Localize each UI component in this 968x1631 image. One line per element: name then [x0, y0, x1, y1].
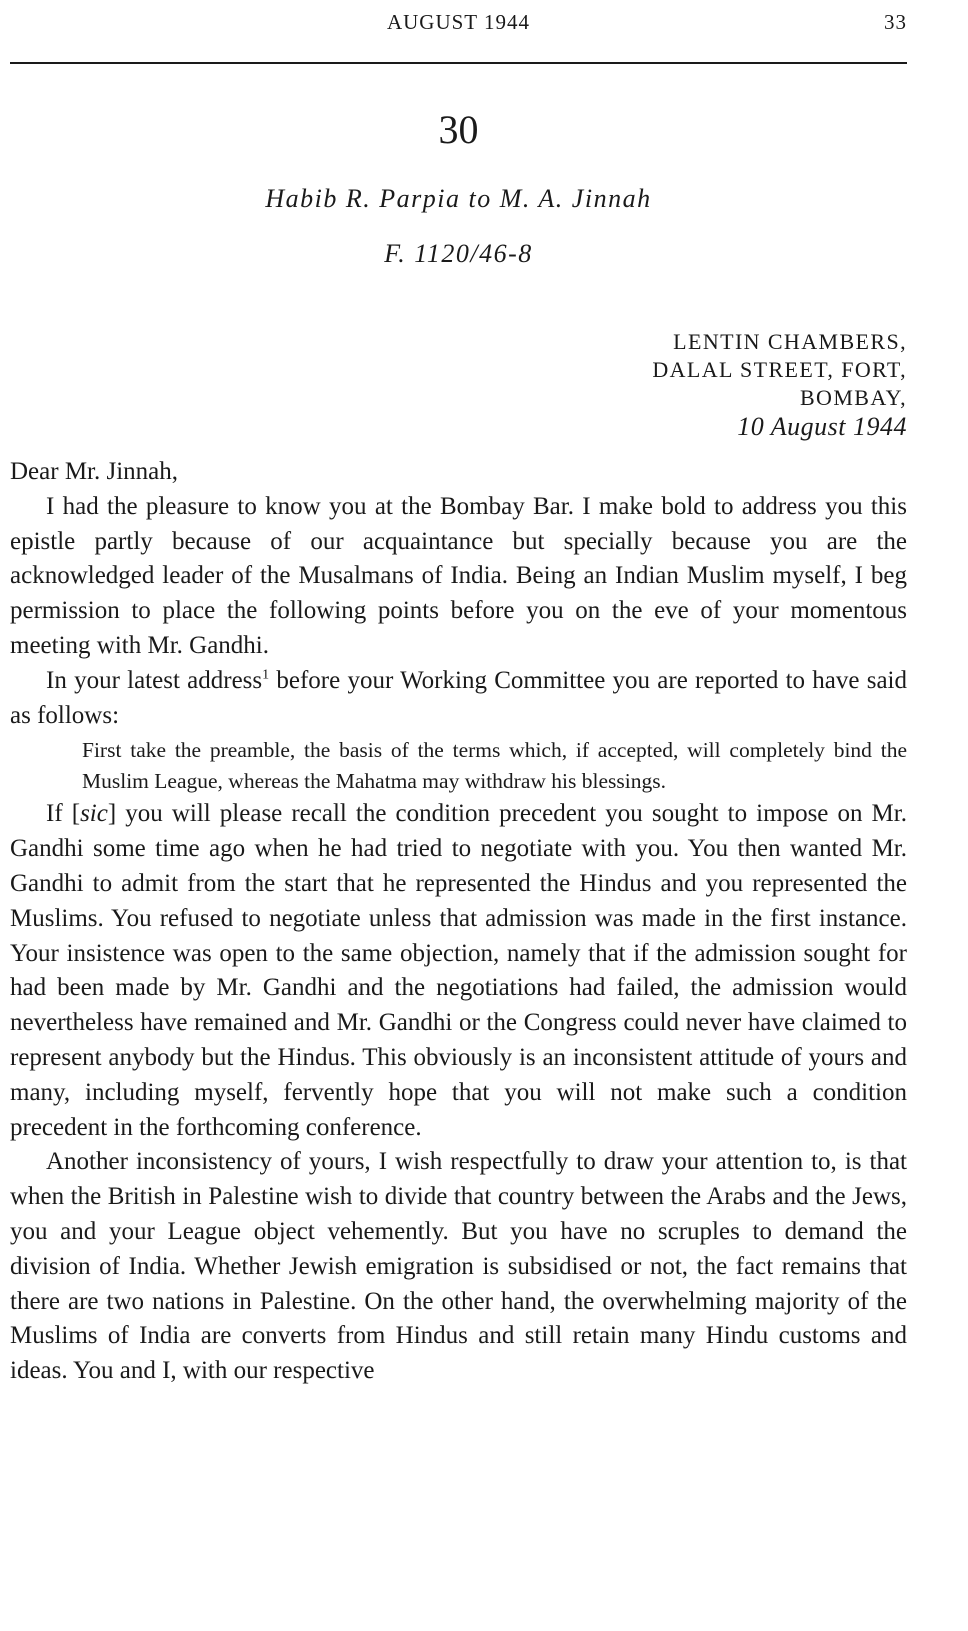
page-number: 33 — [884, 10, 907, 34]
paragraph — [10, 664, 907, 734]
paragraph-text: before your Working Committee you are reported to have said as follows: — [10, 666, 907, 729]
letter-date: 10 August 1944 — [737, 412, 907, 441]
salutation: Dear Mr. Jinnah, — [10, 458, 179, 485]
paragraph-text: ] you will please recall the condition precedent you sought to impose on Mr. Gandhi some time ago when he had tried to negotiate with you. You then wanted Mr. Gandhi to admit from the start that he represented the Hindus and you represented the Muslims. You refused to negotiate unless that admission was made in the first instance. Your insistence was open to the same objection, namely that if the admission sought for had been made by Mr. Gandhi and the negotiations had failed, the admission would nevertheless have remained and Mr. Gandhi or the Congress could never have claimed to represent anybody but the Hindus. This obviously is an inconsistent attitude of yours and many, including myself, fervently hope that you will not make such a condition precedent in the forthcoming conference. — [10, 800, 907, 1141]
footnote-marker: 1 — [262, 667, 270, 683]
header-rule — [10, 62, 907, 64]
address-line: DALAL STREET, FORT, — [652, 357, 907, 382]
letter-body — [10, 455, 907, 1389]
document-number: 30 — [438, 107, 479, 152]
paragraph — [10, 797, 907, 1145]
block-quote: First take the preamble, the basis of the terms which, if accepted, will completely bind the Muslim League, whereas the Mahatma may withdraw his blessings. — [82, 738, 907, 794]
running-head-title: AUGUST 1944 — [386, 10, 531, 34]
paragraph-text: In your latest address — [46, 666, 263, 694]
document-heading: Habib R. Parpia to M. A. Jinnah — [265, 184, 652, 213]
paragraph: I had the pleasure to know you at the Bombay Bar. I make bold to address you this epistle partly because of our acquaintance but specially because you are the acknowledged leader of the Musalmans of India. Being an Indian Muslim myself, I beg permission to place the following points before you on the eve of your momentous meeting with Mr. Gandhi. — [10, 492, 907, 659]
paragraph: Another inconsistency of yours, I wish respectfully to draw your attention to, is that when the British in Palestine wish to divide that country between the Arabs and the Jews, you and your League object vehemently. But you have no scruples to demand the division of India. Whether Jewish emigration is subsidised or not, the fact remains that there are two nations in Palestine. On the other hand, the overwhelming majority of the Muslims of India are converts from Hindus and still retain many Hindu customs and ideas. You and I, with our respective — [10, 1148, 907, 1385]
document-reference: F. 1120/46-8 — [384, 239, 533, 268]
paragraph-text: If [ — [46, 800, 81, 828]
sic-marker: sic — [80, 800, 108, 828]
address-line: BOMBAY, — [799, 385, 907, 410]
sender-address — [652, 328, 907, 442]
running-head — [10, 6, 907, 40]
address-line: LENTIN CHAMBERS, — [673, 329, 907, 354]
